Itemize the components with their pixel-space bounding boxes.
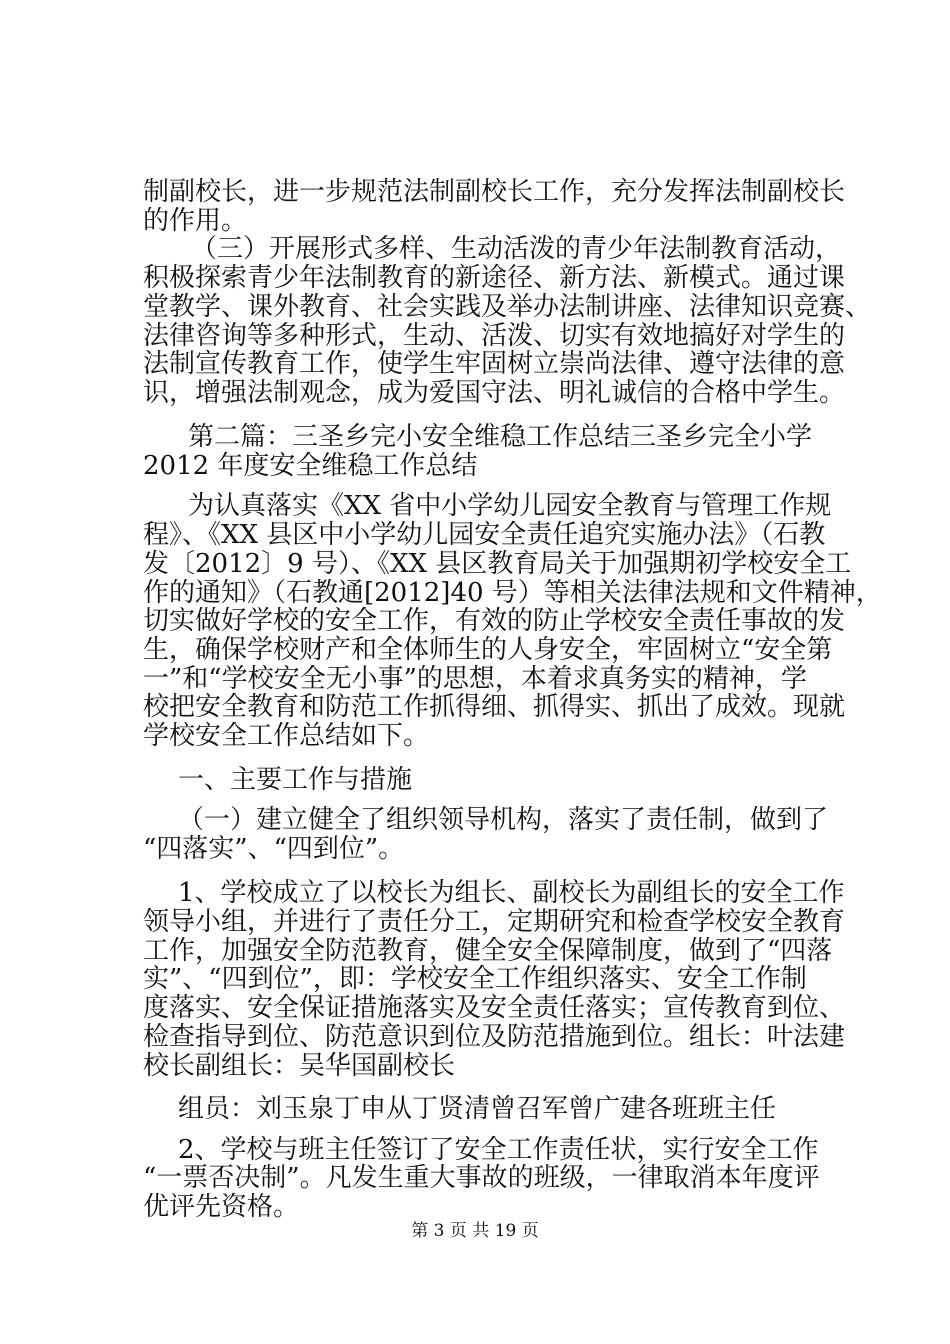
page-number-footer: 第 3 页 共 19 页 xyxy=(411,1221,539,1241)
section-heading: 2012 年度安全维稳工作总结 xyxy=(143,451,478,481)
text-line: 1、学校成立了以校长为组长、副校长为副组长的安全工作 xyxy=(178,878,845,908)
text-line: 发〔2012〕9 号）、《XX 县区教育局关于加强期初学校安全工 xyxy=(143,549,852,579)
text-line: 度落实、安全保证措施落实及安全责任落实；宣传教育到位、 xyxy=(143,993,846,1023)
text-line: 实”、“四到位”，即：学校安全工作组织落实、安全工作制 xyxy=(143,964,807,994)
text-line: 2、学校与班主任签订了安全工作责任状，实行安全工作 xyxy=(178,1135,819,1165)
text-line: 法律咨询等多种形式，生动、活泼、切实有效地搞好对学生的 xyxy=(143,321,846,351)
text-line: 的作用。 xyxy=(143,206,248,236)
text-line: 生，确保学校财产和全体师生的人身安全，牢固树立“安全第 xyxy=(143,635,833,665)
text-line: “四落实”、“四到位”。 xyxy=(143,834,405,864)
section-heading: 第二篇：三圣乡完小安全维稳工作总结三圣乡完全小学 xyxy=(188,422,813,452)
text-line: 作的通知》（石教通[2012]40 号）等相关法律法规和文件精神， xyxy=(143,578,882,608)
text-line: 工作，加强安全防范教育，健全安全保障制度，做到了“四落 xyxy=(143,936,833,966)
text-line: （一）建立健全了组织领导机构，落实了责任制，做到了 xyxy=(178,805,829,835)
text-line: 检查指导到位、防范意识到位及防范措施到位。组长：叶法建 xyxy=(143,1022,846,1052)
text-line: “一票否决制”。凡发生重大事故的班级，一律取消本年度评 xyxy=(143,1163,820,1193)
text-line: 法制宣传教育工作，使学生牢固树立崇尚法律、遵守法律的意 xyxy=(143,349,846,379)
text-line: 优评先资格。 xyxy=(143,1192,300,1222)
text-line: 切实做好学校的安全工作，有效的防止学校安全责任事故的发 xyxy=(143,606,846,636)
text-line: 一”和“学校安全无小事”的思想，本着求真务实的精神，学 xyxy=(143,664,807,694)
text-line: （三）开展形式多样、生动活泼的青少年法制教育活动， xyxy=(191,234,842,264)
text-line: 学校安全工作总结如下。 xyxy=(143,721,430,751)
text-line: 校把安全教育和防范工作抓得细、抓得实、抓出了成效。现就 xyxy=(143,692,846,722)
text-line: 堂教学、课外教育、社会实践及举办法制讲座、法律知识竞赛、 xyxy=(143,292,872,322)
text-line: 制副校长，进一步规范法制副校长工作，充分发挥法制副校长 xyxy=(143,177,846,207)
text-line: 积极探索青少年法制教育的新途径、新方法、新模式。通过课 xyxy=(143,263,846,293)
text-line: 领导小组，并进行了责任分工，定期研究和检查学校安全教育 xyxy=(143,907,846,937)
text-line: 校长副组长：吴华国副校长 xyxy=(143,1051,456,1081)
text-line: 识，增强法制观念，成为爱国守法、明礼诚信的合格中学生。 xyxy=(143,378,846,408)
subsection-heading: 一、主要工作与措施 xyxy=(178,765,413,795)
text-line: 为认真落实《XX 省中小学幼儿园安全教育与管理工作规 xyxy=(188,491,832,521)
text-line: 组员：刘玉泉丁申从丁贤清曾召军曾广建各班班主任 xyxy=(178,1094,777,1124)
text-line: 程》、《XX 县区中小学幼儿园安全责任追究实施办法》（石教 xyxy=(143,520,826,550)
